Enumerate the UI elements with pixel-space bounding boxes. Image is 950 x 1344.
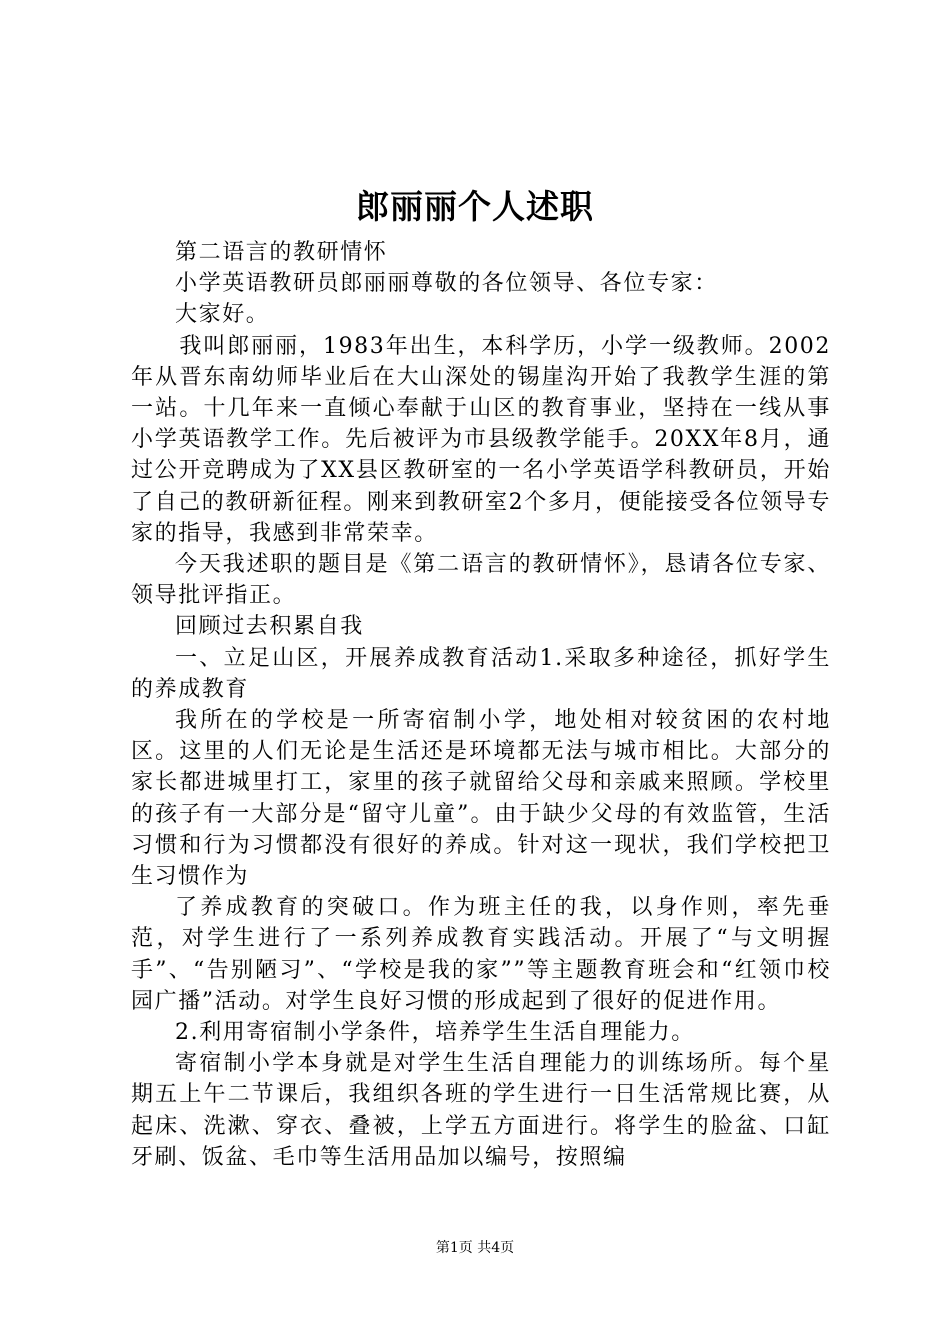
author-salutation-paragraph: 小学英语教研员郎丽丽尊敬的各位领导、各位专家： [175, 271, 718, 297]
section-heading: 回顾过去积累自我 [175, 614, 364, 640]
document-body [131, 237, 831, 1173]
document-title: 郎丽丽个人述职 [356, 187, 594, 226]
body-paragraph: 我所在的学校是一所寄宿制小学，地处相对较贫困的农村地区。这里的人们无论是生活还是环境都无法与城市相比。大部分的家长都进城里打工，家里的孩子就留给父母和亲戚来照顾。学校里的孩子有一大部分是“留守儿童”。由于缺少父母的有效监管，生活习惯和行为习惯都没有很好的养成。针对这一现状，我们学校把卫生习惯作为 [131, 708, 831, 890]
greeting-paragraph: 大家好。 [175, 302, 270, 328]
subtitle-paragraph: 第二语言的教研情怀 [175, 240, 388, 265]
body-paragraph: 寄宿制小学本身就是对学生生活自理能力的训练场所。每个星期五上午二节课后，我组织各班的学生进行一日生活常规比赛，从起床、洗漱、穿衣、叠被，上学五方面进行。将学生的脸盆、口缸牙刷、饭盆、毛巾等生活用品加以编号，按照编 [131, 1051, 831, 1170]
subsection-heading: 一、立足山区，开展养成教育活动1.采取多种途径，抓好学生的养成教育 [131, 645, 831, 702]
self-introduction-paragraph: 我叫郎丽丽，1983年出生，本科学历，小学一级教师。2002年从晋东南幼师毕业后在大山深处的锡崖沟开始了我教学生涯的第一站。十几年来一直倾心奉献于山区的教育事业，坚持在一线从事小学英语教学工作。先后被评为市县级教学能手。20XX年8月，通过公开竞聘成为了XX县区教研室的一名小学英语学科教研员，开始了自己的教研新征程。刚来到教研室2个多月，便能接受各位领导专家的指导，我感到非常荣幸。 [131, 333, 831, 546]
body-paragraph: 了养成教育的突破口。作为班主任的我，以身作则，率先垂范，对学生进行了一系列养成教育实践活动。开展了“与文明握手”、“告别陋习”、“学校是我的家””等主题教育班会和“红领巾校园广播”活动。对学生良好习惯的形成起到了很好的促进作用。 [131, 895, 831, 1014]
page-number-footer: 第1页 共4页 [435, 1240, 515, 1256]
subsection-heading: 2.利用寄宿制小学条件，培养学生生活自理能力。 [175, 1020, 695, 1046]
topic-paragraph: 今天我述职的题目是《第二语言的教研情怀》，恳请各位专家、领导批评指正。 [131, 552, 831, 609]
